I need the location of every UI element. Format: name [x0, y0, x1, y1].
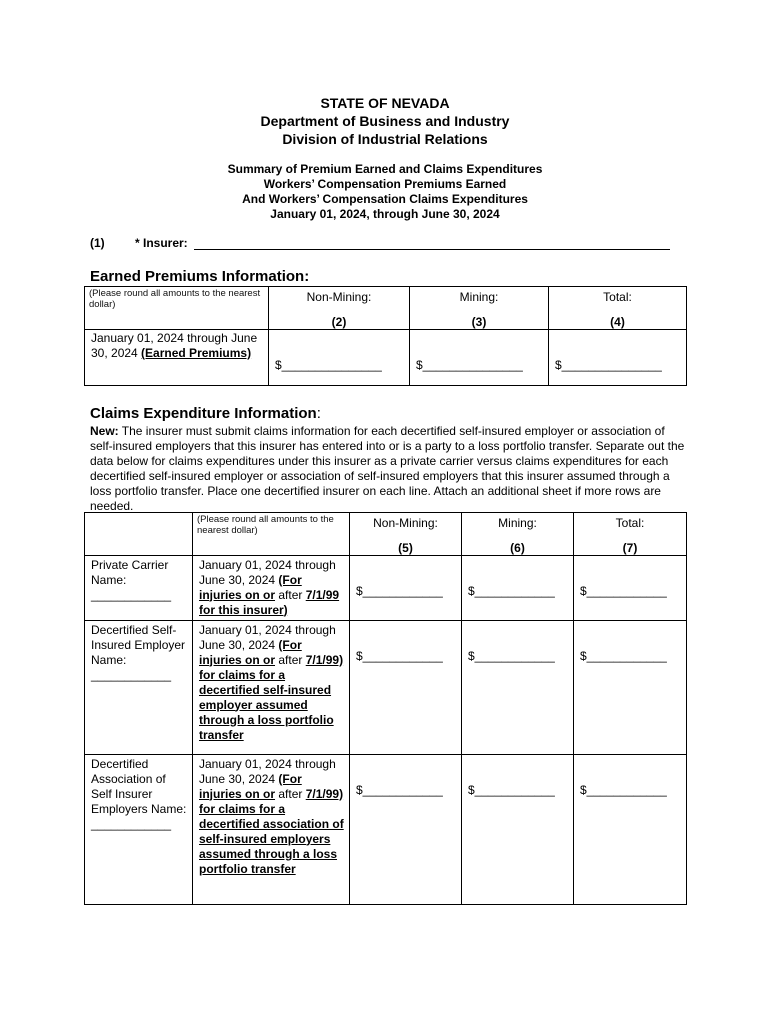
amount-field-non-mining[interactable]: $_______________	[269, 329, 410, 385]
subtitle-line-2: Workers’ Compensation Premiums Earned	[263, 177, 507, 191]
amount-field-non-mining[interactable]: $____________	[350, 754, 462, 904]
claims-description-text: The insurer must submit claims information for each decertified self-insured employer or association of self-insured employers that this insurer has entered into or is a party to a loss portfolio transfer. Separate out the data below for claims expenditures under this insurer as a private carrier versus claims expenditures for each decertified self-insured employer or association of self-insured employers that this insurer assumed through a loss portfolio transfer. Place one decertified insurer on each line. Attach an additional sheet if more rows are needed.	[90, 424, 685, 513]
column-number: (4)	[549, 313, 687, 330]
amount-field-mining[interactable]: $_______________	[410, 329, 549, 385]
private-carrier-cell	[85, 555, 193, 620]
earned-period-text: January 01, 2024 through June 30, 2024	[91, 330, 258, 360]
insurer-number: (1)	[90, 236, 105, 250]
empty-header-cell	[85, 513, 193, 539]
amount-field-mining[interactable]: $____________	[462, 620, 574, 754]
claims-title-text: Claims Expenditure Information	[90, 405, 317, 422]
department-title: Department of Business and Industry	[260, 113, 510, 129]
claims-expenditure-table	[84, 512, 687, 905]
period-emphasis: 7/1/99)	[305, 652, 344, 667]
self-insured-employer-period-cell	[193, 620, 350, 754]
amount-field-mining[interactable]: $____________	[462, 754, 574, 904]
column-number: (6)	[462, 539, 574, 556]
period-text: after	[275, 652, 303, 667]
period-text: January 01, 2024 through June 30, 2024	[199, 756, 336, 786]
period-emphasis: 7/1/99)	[305, 786, 344, 801]
earned-premiums-table	[84, 286, 687, 386]
period-emphasis: (For injuries on or	[199, 771, 302, 801]
column-number: (7)	[574, 539, 687, 556]
period-emphasis: 7/1/99 for this insurer)	[199, 587, 340, 617]
claims-expenditure-title	[90, 405, 321, 422]
period-text: after	[275, 587, 303, 602]
amount-field-total[interactable]: $____________	[574, 754, 687, 904]
association-name-field[interactable]: ____________	[91, 816, 172, 831]
claims-description	[90, 424, 686, 514]
period-emphasis: for claims for a decertified association of self-insured employers assumed through a loss portfolio transfer	[199, 801, 344, 876]
rounding-note: (Please round all amounts to the nearest dollar)	[85, 287, 269, 330]
column-number: (2)	[269, 313, 410, 330]
period-emphasis: for claims for a decertified self-insured employer assumed through a loss portfolio transfer	[199, 667, 334, 742]
column-header-mining: Mining:	[410, 287, 549, 313]
amount-field-total[interactable]: $____________	[574, 620, 687, 754]
earned-premiums-title: Earned Premiums Information:	[90, 268, 310, 285]
period-text: January 01, 2024 through June 30, 2024	[199, 557, 336, 587]
state-title: STATE OF NEVADA	[320, 95, 450, 111]
insurer-name-field[interactable]	[194, 249, 670, 250]
new-label: New:	[90, 424, 119, 438]
association-cell	[85, 754, 193, 904]
column-header-total: Total:	[549, 287, 687, 313]
claims-title-colon: :	[316, 405, 321, 422]
private-carrier-name-field[interactable]: ____________	[91, 587, 172, 602]
subtitle-line-1: Summary of Premium Earned and Claims Expenditures	[227, 162, 543, 176]
private-carrier-label: Private Carrier Name:	[91, 557, 169, 587]
rounding-note: (Please round all amounts to the nearest dollar)	[193, 513, 350, 556]
report-period: January 01, 2024, through June 30, 2024	[270, 207, 500, 221]
amount-field-non-mining[interactable]: $____________	[350, 555, 462, 620]
column-header-total: Total:	[574, 513, 687, 539]
column-number: (3)	[410, 313, 549, 330]
subtitle-line-3: And Workers’ Compensation Claims Expenditures	[242, 192, 528, 206]
division-title: Division of Industrial Relations	[282, 131, 488, 147]
association-period-cell	[193, 754, 350, 904]
amount-field-total[interactable]: $____________	[574, 555, 687, 620]
amount-field-total[interactable]: $_______________	[549, 329, 687, 385]
amount-field-non-mining[interactable]: $____________	[350, 620, 462, 754]
empty-header-cell	[85, 539, 193, 556]
insurer-label: * Insurer:	[135, 236, 188, 250]
earned-period-emphasis: (Earned Premiums)	[141, 345, 252, 360]
amount-field-mining[interactable]: $____________	[462, 555, 574, 620]
column-number: (5)	[350, 539, 462, 556]
earned-period-cell	[85, 329, 269, 385]
column-header-non-mining: Non-Mining:	[350, 513, 462, 539]
association-label: Decertified Association of Self Insurer Employers Name:	[91, 756, 187, 816]
self-insured-employer-name-field[interactable]: ____________	[91, 667, 172, 682]
period-text: after	[275, 786, 303, 801]
period-text: January 01, 2024 through June 30, 2024	[199, 622, 336, 652]
period-emphasis: (For injuries on or	[199, 572, 302, 602]
self-insured-employer-cell	[85, 620, 193, 754]
column-header-mining: Mining:	[462, 513, 574, 539]
period-emphasis: (For injuries on or	[199, 637, 302, 667]
self-insured-employer-label: Decertified Self-Insured Employer Name:	[91, 622, 186, 667]
column-header-non-mining: Non-Mining:	[269, 287, 410, 313]
private-carrier-period-cell	[193, 555, 350, 620]
